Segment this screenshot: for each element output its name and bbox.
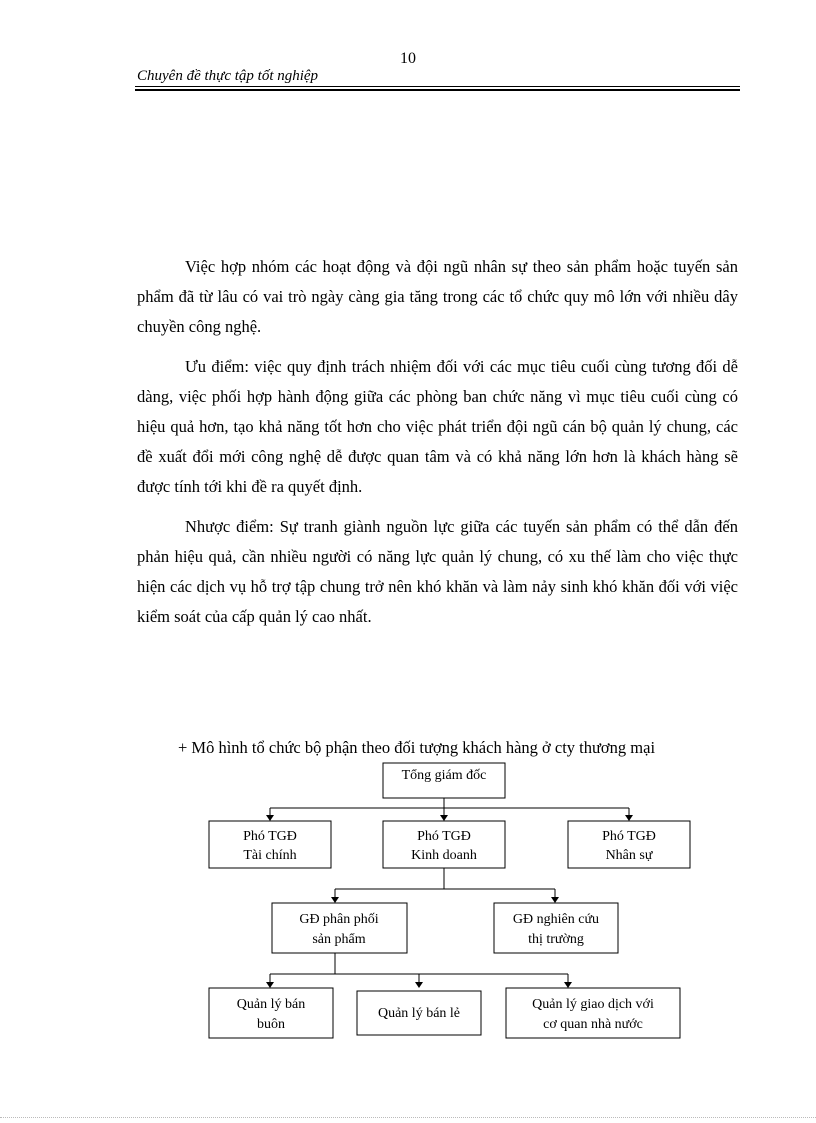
node-director-research-line2: thị trường xyxy=(528,932,584,947)
node-manager-retail-line1: Quản lý bán lẻ xyxy=(377,1006,461,1021)
page-number: 10 xyxy=(400,50,416,67)
header-title: Chuyên đề thực tập tốt nghiệp xyxy=(137,68,319,84)
node-director-distribution-line2: sản phẩm xyxy=(312,932,366,947)
paragraph-advantages: Ưu điểm: việc quy định trách nhiệm đối với các mục tiêu cuối cùng tương đối dễ dàng, việc phối hợp hành động giữa các phòng ban chức năng vì mục tiêu cuối cùng có hiệu quả hơn, tạo khả năng tốt hơn cho việc phát triển đội ngũ cán bộ quản lý chung, các đề xuất đổi mới công nghệ dễ được quan tâm và có khả năng lớn hơn là khách hàng sẽ được tính tới khi đề ra quyết định. xyxy=(137,357,738,496)
node-director-distribution-line1: GĐ phân phối xyxy=(299,912,379,927)
arrow-head xyxy=(415,982,423,988)
node-director-distribution xyxy=(272,903,407,953)
node-deputy-hr-line1: Phó TGĐ xyxy=(602,829,656,844)
arrow-head xyxy=(440,815,448,821)
node-manager-wholesale xyxy=(209,988,333,1038)
bottom-border xyxy=(0,1117,816,1118)
paragraph-intro: Việc hợp nhóm các hoạt động và đội ngũ nhân sự theo sản phẩm hoặc tuyến sản phẩm đã từ lâu có vai trò ngày càng gia tăng trong các tổ chức quy mô lớn với nhiều dây chuyền công nghệ. xyxy=(137,257,738,336)
node-deputy-hr-line2: Nhân sự xyxy=(605,848,653,863)
header-rule xyxy=(135,86,740,87)
node-manager-wholesale-line1: Quản lý bán xyxy=(236,997,306,1012)
body-text xyxy=(137,252,738,642)
header-rule-thick xyxy=(135,89,740,91)
node-ceo-label: Tổng giám đốc xyxy=(401,768,487,783)
node-manager-government-line1: Quản lý giao dịch với xyxy=(532,997,654,1012)
node-director-research xyxy=(494,903,618,953)
arrow-head xyxy=(266,815,274,821)
node-manager-government xyxy=(506,988,680,1038)
arrow-head xyxy=(331,897,339,903)
node-deputy-hr xyxy=(568,821,690,868)
node-manager-government-line2: cơ quan nhà nước xyxy=(543,1017,643,1032)
node-deputy-finance-line1: Phó TGĐ xyxy=(243,829,297,844)
arrow-head xyxy=(266,982,274,988)
org-chart xyxy=(0,755,816,1055)
node-deputy-finance-line2: Tài chính xyxy=(243,848,297,863)
node-deputy-sales-line1: Phó TGĐ xyxy=(417,829,471,844)
paragraph-disadvantages: Nhược điểm: Sự tranh giành nguồn lực giữa các tuyến sản phẩm có thể dẫn đến phản hiệu quả, cần nhiều người có năng lực quản lý chung, có xu thế làm cho việc thực hiện các dịch vụ hỗ trợ tập chung trở nên khó khăn và làm nảy sinh khó khăn đối với việc kiểm soát của cấp quản lý cao nhất. xyxy=(137,517,738,626)
arrow-head xyxy=(625,815,633,821)
node-manager-retail xyxy=(357,991,481,1035)
node-deputy-sales xyxy=(383,821,505,868)
arrow-head xyxy=(551,897,559,903)
node-manager-wholesale-line2: buôn xyxy=(257,1017,285,1032)
org-chart-caption: + Mô hình tổ chức bộ phận theo đối tượng khách hàng ở cty thương mại xyxy=(178,738,656,757)
node-deputy-finance xyxy=(209,821,331,868)
node-director-research-line1: GĐ nghiên cứu xyxy=(512,912,600,927)
node-deputy-sales-line2: Kinh doanh xyxy=(411,848,477,863)
node-ceo xyxy=(383,763,505,798)
arrow-head xyxy=(564,982,572,988)
